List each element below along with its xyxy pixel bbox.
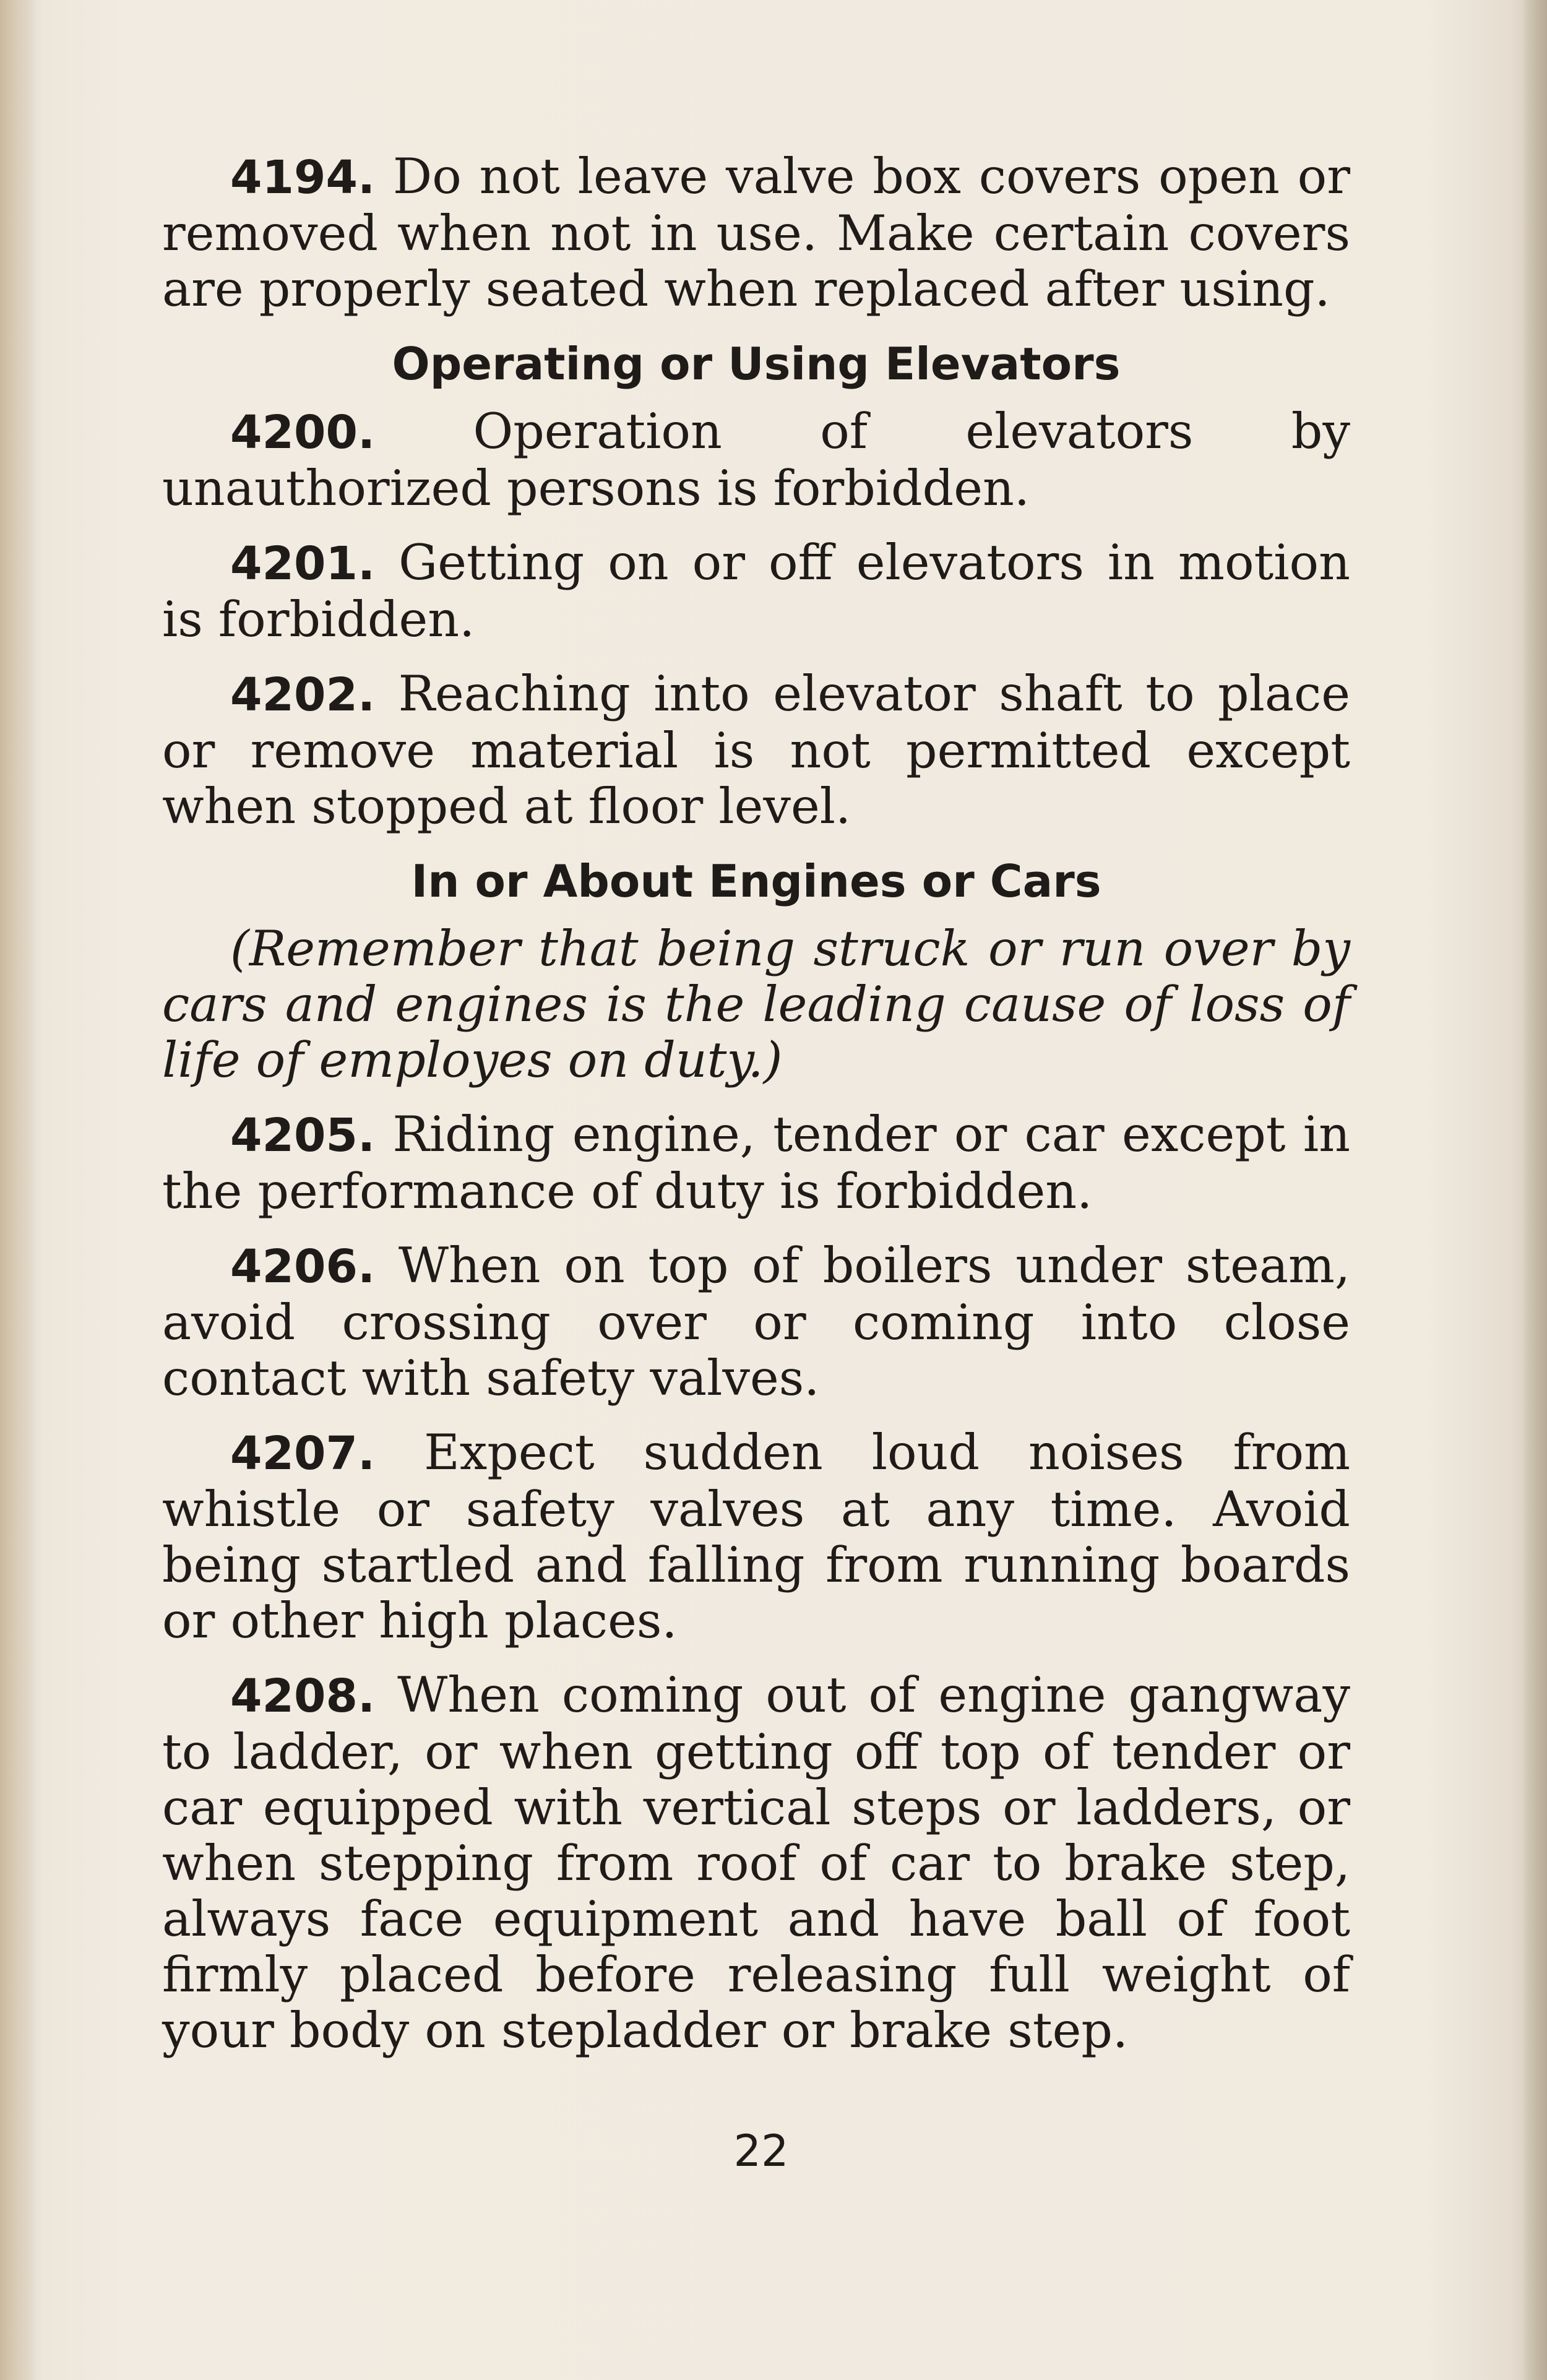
section-heading-engines: In or About Engines or Cars — [411, 855, 1101, 907]
rule-4206 — [162, 1238, 1350, 1406]
rule-text: Operation of elevators by unauthorized persons is forbidden. — [162, 403, 1350, 517]
rule-4207 — [162, 1425, 1350, 1649]
page-number: 22 — [733, 2126, 789, 2176]
rule-text: Reaching into elevator shaft to place or remove material is not permitted except when stopped at floor level. — [162, 665, 1350, 835]
rule-number: 4201. — [230, 537, 376, 590]
rule-4200 — [162, 403, 1350, 516]
section-heading-elevators: Operating or Using Elevators — [392, 338, 1121, 390]
rule-4194 — [162, 149, 1350, 317]
rule-text: Getting on or off elevators in motion is forbidden. — [162, 534, 1350, 648]
page-edge-shadow — [1522, 0, 1547, 2380]
page-binding-shadow — [0, 0, 37, 2380]
rule-4202 — [162, 666, 1350, 834]
rule-number: 4207. — [230, 1427, 376, 1480]
rule-number: 4205. — [230, 1109, 376, 1162]
rule-4201 — [162, 535, 1350, 647]
rule-number: 4206. — [230, 1240, 376, 1293]
section-note: (Remember that being struck or run over by cars and engines is the leading cause of loss of life of employes on duty.) — [162, 920, 1350, 1089]
rule-text: When coming out of engine gangway to ladder, or when getting off top of tender or car equipped with vertical steps or ladders, or when stepping from roof of car to brake step, always face equipment and have ball of foot firmly placed before releasing full weight of your body on stepladder or brake step. — [162, 1666, 1350, 2059]
rule-number: 4194. — [230, 151, 376, 204]
rule-number: 4208. — [230, 1670, 376, 1723]
rule-4205 — [162, 1106, 1350, 1219]
rule-number: 4202. — [230, 668, 376, 722]
rule-text: When on top of boilers under steam, avoid crossing over or coming into close contact with safety valves. — [162, 1237, 1350, 1407]
rule-4208 — [162, 1667, 1350, 2058]
rule-text: Riding engine, tender or car except in the performance of duty is forbidden. — [162, 1106, 1350, 1220]
rule-text: Expect sudden loud noises from whistle or safety valves at any time. Avoid being startled and falling from running boards or other high places. — [162, 1424, 1350, 1649]
rule-text: Do not leave valve box covers open or removed when not in use. Make certain covers are properly seated when replaced after using. — [162, 148, 1350, 317]
rule-number: 4200. — [230, 406, 376, 459]
page-text — [162, 149, 1350, 2077]
